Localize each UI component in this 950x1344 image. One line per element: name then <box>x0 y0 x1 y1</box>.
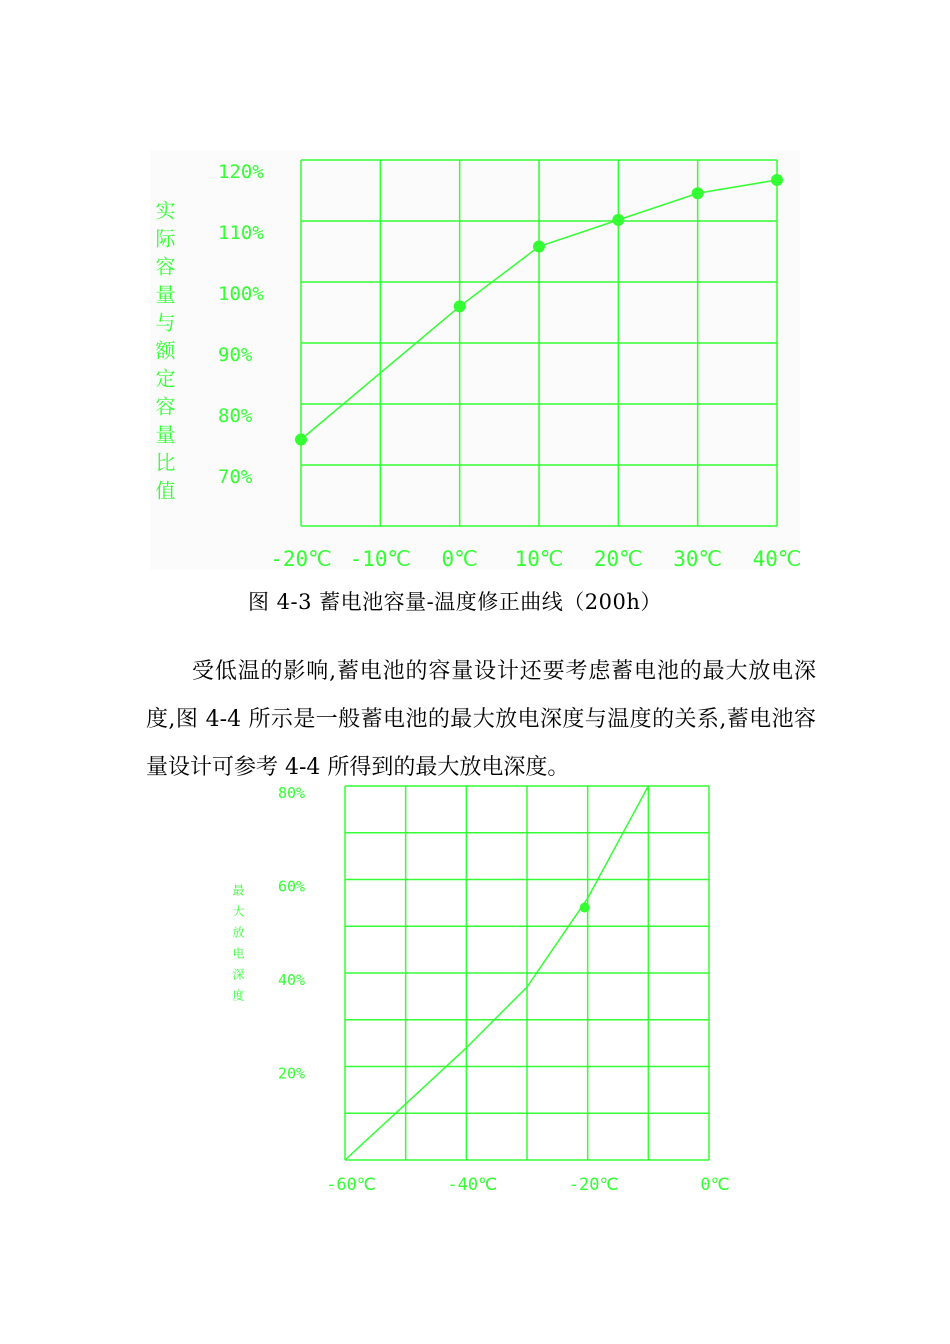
chart1-y-axis-label: 实际容量与额定容量比值 <box>152 200 176 508</box>
chart2-y-tick-label: 40% <box>278 971 306 989</box>
chart2-y-tick-label: 60% <box>278 877 306 896</box>
chart1-y-tick-label: 90% <box>218 344 253 366</box>
chart1-data-point <box>295 433 307 445</box>
chart2-x-tick-label: 0℃ <box>700 1175 730 1195</box>
chart1-data-point <box>771 174 783 186</box>
chart2-x-tick-label: -20℃ <box>568 1175 619 1195</box>
chart1-x-tick-label: 0℃ <box>441 547 478 571</box>
chart1-data-point <box>454 300 466 312</box>
chart2-y-tick-label: 80% <box>278 784 306 802</box>
chart1-y-tick-label: 100% <box>218 283 264 305</box>
chart1-x-tick-label: 40℃ <box>752 547 802 571</box>
chart2-x-tick-label: -60℃ <box>326 1175 376 1195</box>
chart1-x-tick-label: -10℃ <box>349 547 412 571</box>
chart2-data-point <box>580 903 590 913</box>
chart1-data-point <box>612 214 624 226</box>
chart2-y-tick-label: 20% <box>278 1064 306 1083</box>
discharge-depth-chart <box>278 784 730 1195</box>
chart1-y-tick-label: 120% <box>218 161 264 183</box>
figure-caption: 图 4-3 蓄电池容量-温度修正曲线（200h） <box>248 590 662 614</box>
chart1-y-tick-label: 110% <box>218 222 264 244</box>
chart1-x-tick-label: -20℃ <box>270 547 332 571</box>
chart1-y-tick-label: 80% <box>218 405 253 427</box>
chart1-x-tick-label: 10℃ <box>514 547 564 571</box>
body-paragraph: 受低温的影响,蓄电池的容量设计还要考虑蓄电池的最大放电深度,图 4-4 所示是一般蓄电池的最大放电深度与温度的关系,蓄电池容量设计可参考 4-4 所得到的最大放电深度。 <box>146 659 816 780</box>
capacity-temperature-chart <box>150 150 801 571</box>
chart1-x-tick-label: 30℃ <box>673 547 723 571</box>
chart1-y-tick-label: 70% <box>218 466 253 488</box>
chart1-data-point <box>533 241 545 253</box>
chart2-y-axis-label: 最大放电深度 <box>231 884 245 1010</box>
chart1-x-tick-label: 20℃ <box>593 547 643 571</box>
chart2-x-tick-label: -40℃ <box>447 1175 498 1195</box>
chart1-data-point <box>692 187 704 199</box>
